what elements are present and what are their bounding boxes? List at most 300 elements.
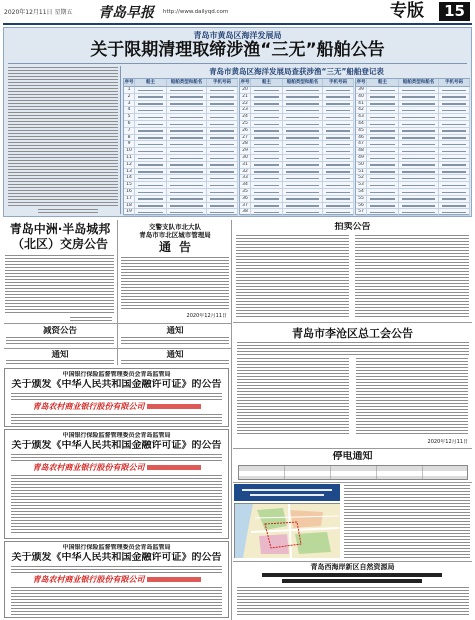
table-row-number: 30 xyxy=(240,155,251,162)
table-cell xyxy=(367,121,399,128)
table-row-number: 43 xyxy=(356,114,367,121)
table-cell xyxy=(283,169,323,176)
table-cell xyxy=(399,121,439,128)
table-cell xyxy=(367,101,399,108)
table-cell xyxy=(207,135,238,142)
table-cell xyxy=(367,148,399,155)
power-outage-table xyxy=(238,465,468,480)
table-row-number: 16 xyxy=(124,189,135,196)
column-divider xyxy=(117,220,118,365)
table-cell xyxy=(167,169,207,176)
table-cell xyxy=(323,162,354,169)
table-cell xyxy=(135,148,167,155)
table-row-number: 4 xyxy=(124,107,135,114)
table-cell xyxy=(399,135,439,142)
table-cell xyxy=(367,209,399,216)
table-cell xyxy=(167,209,207,216)
table-cell xyxy=(135,196,167,203)
table-cell xyxy=(251,114,283,121)
masthead-rule xyxy=(3,23,472,25)
table-cell xyxy=(439,135,470,142)
table-row-number: 40 xyxy=(356,94,367,101)
divider xyxy=(233,448,472,449)
vessel-table xyxy=(123,78,470,215)
table-header-cell: 手机号码 xyxy=(323,79,354,87)
notification-title: 通知 xyxy=(166,326,184,336)
table-row-number: 26 xyxy=(240,128,251,135)
notification-body xyxy=(121,337,229,346)
table-cell xyxy=(251,203,283,210)
auction-notice-body xyxy=(355,235,469,319)
vessel-table-group xyxy=(123,78,238,215)
table-cell xyxy=(167,182,207,189)
table-cell xyxy=(439,175,470,182)
table-cell xyxy=(207,189,238,196)
table-cell xyxy=(251,128,283,135)
table-cell xyxy=(207,162,238,169)
table-header-cell: 船主 xyxy=(251,79,283,87)
capital-reduction-notice-body xyxy=(6,337,114,346)
divider xyxy=(233,482,472,483)
table-header-cell: 船舶类型和船名 xyxy=(167,79,207,87)
table-cell xyxy=(399,162,439,169)
vessel-table-title: 青岛市黄岛区海洋发展局查获涉渔“三无”船舶登记表 xyxy=(209,67,384,76)
traffic-notice-body xyxy=(121,257,229,311)
table-row-number: 55 xyxy=(356,196,367,203)
table-cell xyxy=(167,107,207,114)
table-cell xyxy=(367,107,399,114)
table-row-number: 17 xyxy=(124,196,135,203)
table-cell xyxy=(323,209,354,216)
table-cell xyxy=(135,135,167,142)
traffic-notice-issuer: 交警支队市北大队 xyxy=(149,223,201,231)
table-header-cell: 序号 xyxy=(356,80,366,85)
table-row-number: 21 xyxy=(240,94,251,101)
table-cell xyxy=(323,128,354,135)
land-bureau-name: 青岛西海岸新区自然资源局 xyxy=(310,563,395,571)
table-cell xyxy=(283,121,323,128)
table-cell xyxy=(135,155,167,162)
notification-body xyxy=(121,360,229,365)
issue-date: 2020年12月11日 星期五 xyxy=(4,9,73,16)
table-cell xyxy=(367,196,399,203)
table-cell xyxy=(167,94,207,101)
power-outage-title: 停电通知 xyxy=(332,451,373,462)
table-cell xyxy=(439,141,470,148)
table-cell xyxy=(323,87,354,94)
table-cell xyxy=(367,135,399,142)
bank-notice-body xyxy=(11,475,222,535)
table-cell xyxy=(399,107,439,114)
table-cell xyxy=(367,141,399,148)
union-notice-title: 青岛市李沧区总工会公告 xyxy=(292,327,413,340)
table-cell xyxy=(207,128,238,135)
table-cell xyxy=(207,209,238,216)
table-cell xyxy=(283,203,323,210)
table-cell xyxy=(251,135,283,142)
table-row-number: 11 xyxy=(124,155,135,162)
table-header-cell: 船主 xyxy=(135,79,167,87)
table-row-number: 2 xyxy=(124,94,135,101)
table-cell xyxy=(323,101,354,108)
table-cell xyxy=(367,128,399,135)
table-cell xyxy=(323,182,354,189)
table-cell xyxy=(399,196,439,203)
table-cell xyxy=(439,189,470,196)
table-row-number: 54 xyxy=(356,189,367,196)
table-cell xyxy=(323,135,354,142)
table-row-number: 50 xyxy=(356,162,367,169)
bank-notice-body xyxy=(11,566,222,574)
branch-name-text xyxy=(147,465,201,470)
bank-name: 青岛农村商业银行股份有限公司 xyxy=(32,402,145,411)
table-row-number: 45 xyxy=(356,128,367,135)
bank-notice-title: 关于颁发《中华人民共和国金融许可证》的公告 xyxy=(11,379,222,390)
table-cell xyxy=(167,121,207,128)
table-cell xyxy=(399,87,439,94)
table-cell xyxy=(367,87,399,94)
table-cell xyxy=(439,121,470,128)
table-row-number: 25 xyxy=(240,121,251,128)
column-divider xyxy=(231,220,232,620)
bank-notice-body xyxy=(11,454,222,462)
table-cell xyxy=(167,148,207,155)
table-cell xyxy=(323,203,354,210)
table-header-cell: 序号 xyxy=(240,80,250,85)
table-row-number: 52 xyxy=(356,175,367,182)
table-cell xyxy=(251,175,283,182)
table-cell xyxy=(135,121,167,128)
table-cell xyxy=(439,107,470,114)
table-cell xyxy=(283,148,323,155)
column-divider xyxy=(120,66,121,214)
planning-banner xyxy=(234,484,340,501)
table-cell xyxy=(135,175,167,182)
table-cell xyxy=(439,128,470,135)
table-row-number: 51 xyxy=(356,169,367,176)
table-row-number: 28 xyxy=(240,141,251,148)
table-row-number: 8 xyxy=(124,135,135,142)
table-cell xyxy=(399,155,439,162)
regulator-name: 中国银行保险监督管理委员会青岛监管局 xyxy=(62,544,171,551)
table-cell xyxy=(367,189,399,196)
table-header-cell: 船主 xyxy=(367,79,399,87)
fishing-vessel-notice xyxy=(3,27,472,217)
bank-name: 青岛农村商业银行股份有限公司 xyxy=(32,463,145,472)
housing-notice-signature xyxy=(70,317,112,321)
bank-notice-body xyxy=(11,393,222,401)
table-cell xyxy=(135,169,167,176)
auction-notice-title: 拍卖公告 xyxy=(334,222,371,232)
table-cell xyxy=(251,209,283,216)
table-cell xyxy=(439,209,470,216)
table-header-cell: 序号 xyxy=(124,80,134,85)
table-cell xyxy=(399,128,439,135)
table-row-number: 10 xyxy=(124,148,135,155)
land-notice-title-line xyxy=(262,573,442,577)
housing-notice-body xyxy=(5,255,114,315)
table-cell xyxy=(207,182,238,189)
table-cell xyxy=(207,141,238,148)
table-row-number: 20 xyxy=(240,87,251,94)
table-row-number: 7 xyxy=(124,128,135,135)
table-row-number: 49 xyxy=(356,155,367,162)
bank-branch-name xyxy=(5,402,228,412)
table-row-number: 35 xyxy=(240,189,251,196)
page-number: 15 xyxy=(439,2,470,21)
table-cell xyxy=(399,209,439,216)
housing-notice-title: 青岛中洲·半岛城邦 xyxy=(9,222,111,236)
table-cell xyxy=(283,141,323,148)
table-cell xyxy=(167,87,207,94)
table-cell xyxy=(207,114,238,121)
table-row-number: 42 xyxy=(356,107,367,114)
table-cell xyxy=(323,155,354,162)
table-cell xyxy=(439,182,470,189)
table-cell xyxy=(439,114,470,121)
table-cell xyxy=(323,196,354,203)
table-cell xyxy=(283,94,323,101)
table-cell xyxy=(135,203,167,210)
table-cell xyxy=(439,94,470,101)
table-cell xyxy=(251,155,283,162)
table-cell xyxy=(439,155,470,162)
table-cell xyxy=(283,189,323,196)
table-cell xyxy=(399,114,439,121)
table-cell xyxy=(323,107,354,114)
table-cell xyxy=(135,182,167,189)
table-cell xyxy=(251,87,283,94)
table-cell xyxy=(439,87,470,94)
table-cell xyxy=(399,182,439,189)
table-row-number: 13 xyxy=(124,169,135,176)
bank-notice-body xyxy=(11,414,222,425)
table-cell xyxy=(367,182,399,189)
table-row-number: 15 xyxy=(124,182,135,189)
table-cell xyxy=(439,101,470,108)
table-cell xyxy=(323,114,354,121)
table-cell xyxy=(283,87,323,94)
table-cell xyxy=(167,203,207,210)
traffic-notice-co-issuer: 青岛市市北区城市管理局 xyxy=(139,231,211,239)
table-cell xyxy=(323,94,354,101)
table-cell xyxy=(283,114,323,121)
table-row-number: 5 xyxy=(124,114,135,121)
table-row-number: 53 xyxy=(356,182,367,189)
table-row-number: 37 xyxy=(240,203,251,210)
table-row-number: 56 xyxy=(356,203,367,210)
table-row-number: 32 xyxy=(240,169,251,176)
divider xyxy=(8,63,467,64)
table-cell xyxy=(167,114,207,121)
banner-text-line xyxy=(250,494,324,496)
notice-body-text xyxy=(8,67,118,207)
table-cell xyxy=(283,209,323,216)
divider xyxy=(233,561,472,562)
table-row-number: 18 xyxy=(124,203,135,210)
notification-title: 通知 xyxy=(51,350,69,360)
branch-name-text xyxy=(147,577,201,582)
notice-issuer: 青岛市黄岛区海洋发展局 xyxy=(193,31,282,40)
table-cell xyxy=(167,175,207,182)
branch-name-text xyxy=(147,404,201,409)
table-header-cell: 手机号码 xyxy=(439,79,470,87)
table-cell xyxy=(283,135,323,142)
table-row-number: 48 xyxy=(356,148,367,155)
table-cell xyxy=(207,155,238,162)
planning-map-image xyxy=(234,503,340,558)
table-cell xyxy=(167,189,207,196)
table-cell xyxy=(251,169,283,176)
table-header-cell: 船舶类型和船名 xyxy=(283,79,323,87)
traffic-notice-title: 通告 xyxy=(158,240,199,254)
table-cell xyxy=(323,121,354,128)
table-row-number: 9 xyxy=(124,141,135,148)
table-row-number: 6 xyxy=(124,121,135,128)
table-row-number: 34 xyxy=(240,182,251,189)
table-cell xyxy=(251,162,283,169)
table-cell xyxy=(399,141,439,148)
table-row-number: 44 xyxy=(356,121,367,128)
table-cell xyxy=(439,148,470,155)
table-cell xyxy=(439,162,470,169)
table-row-number: 22 xyxy=(240,101,251,108)
table-cell xyxy=(399,101,439,108)
table-cell xyxy=(399,169,439,176)
table-row-number: 46 xyxy=(356,135,367,142)
table-cell xyxy=(367,175,399,182)
table-row-number: 12 xyxy=(124,162,135,169)
table-row-number: 3 xyxy=(124,101,135,108)
table-row-number: 1 xyxy=(124,87,135,94)
table-cell xyxy=(323,189,354,196)
table-cell xyxy=(251,107,283,114)
table-cell xyxy=(283,175,323,182)
bank-name: 青岛农村商业银行股份有限公司 xyxy=(32,575,145,584)
table-cell xyxy=(323,169,354,176)
table-row-number: 47 xyxy=(356,141,367,148)
table-row-number: 23 xyxy=(240,107,251,114)
table-row-number: 27 xyxy=(240,135,251,142)
table-row-number: 38 xyxy=(240,209,251,216)
bank-branch-name xyxy=(5,463,228,473)
union-notice-list xyxy=(237,358,349,436)
table-row-number: 19 xyxy=(124,209,135,216)
table-cell xyxy=(367,162,399,169)
planning-notice-body xyxy=(344,485,470,558)
table-cell xyxy=(167,196,207,203)
capital-reduction-notice-title: 减资公告 xyxy=(42,326,77,336)
table-cell xyxy=(251,101,283,108)
table-cell xyxy=(439,169,470,176)
table-cell xyxy=(135,101,167,108)
table-cell xyxy=(323,175,354,182)
table-header-cell: 手机号码 xyxy=(207,79,238,87)
vessel-table-group xyxy=(355,78,470,215)
bank-notice-body xyxy=(11,587,222,615)
table-cell xyxy=(251,94,283,101)
union-notice-list xyxy=(356,358,468,436)
table-cell xyxy=(167,141,207,148)
table-row-number: 29 xyxy=(240,148,251,155)
table-row-number: 36 xyxy=(240,196,251,203)
auction-notice-body xyxy=(236,235,349,319)
banner-text-line xyxy=(242,489,332,491)
bank-branch-name xyxy=(5,575,228,585)
table-cell xyxy=(135,107,167,114)
table-cell xyxy=(283,182,323,189)
table-cell xyxy=(283,196,323,203)
housing-notice-subtitle: （北区）交房公告 xyxy=(11,237,108,251)
table-row-number: 14 xyxy=(124,175,135,182)
table-cell xyxy=(135,94,167,101)
table-cell xyxy=(207,175,238,182)
table-cell xyxy=(399,189,439,196)
vessel-table-group xyxy=(239,78,354,215)
table-cell xyxy=(207,94,238,101)
table-cell xyxy=(399,148,439,155)
table-cell xyxy=(167,101,207,108)
table-cell xyxy=(399,203,439,210)
table-cell xyxy=(283,107,323,114)
table-cell xyxy=(207,101,238,108)
land-notice-title-line xyxy=(282,579,422,583)
table-cell xyxy=(167,162,207,169)
notice-title: 关于限期清理取缔涉渔“三无”船舶公告 xyxy=(90,40,385,60)
table-cell xyxy=(323,148,354,155)
table-cell xyxy=(135,189,167,196)
table-cell xyxy=(207,121,238,128)
regulator-name: 中国银行保险监督管理委员会青岛监管局 xyxy=(62,432,171,439)
table-cell xyxy=(167,135,207,142)
table-cell xyxy=(135,209,167,216)
table-cell xyxy=(251,189,283,196)
table-header-cell: 船舶类型和船名 xyxy=(399,79,439,87)
table-cell xyxy=(367,114,399,121)
union-notice-date: 2020年12月11日 xyxy=(427,439,468,445)
table-cell xyxy=(251,182,283,189)
bank-notice-title: 关于颁发《中华人民共和国金融许可证》的公告 xyxy=(11,440,222,451)
table-row-number: 33 xyxy=(240,175,251,182)
table-cell xyxy=(135,162,167,169)
notice-signature xyxy=(38,209,98,214)
divider xyxy=(233,322,472,323)
bank-license-notice xyxy=(4,368,229,427)
bank-notice-title: 关于颁发《中华人民共和国金融许可证》的公告 xyxy=(11,552,222,563)
website-url[interactable]: http://www.dailyqd.com xyxy=(163,9,229,15)
table-cell xyxy=(399,94,439,101)
notification-title: 通知 xyxy=(166,350,184,360)
table-cell xyxy=(207,196,238,203)
table-row-number: 24 xyxy=(240,114,251,121)
table-cell xyxy=(135,87,167,94)
section-name: 专版 xyxy=(390,1,424,21)
table-row-number: 39 xyxy=(356,87,367,94)
planning-map-graphic xyxy=(235,504,340,558)
table-cell xyxy=(167,128,207,135)
table-cell xyxy=(399,175,439,182)
table-cell xyxy=(439,196,470,203)
table-row-number: 41 xyxy=(356,101,367,108)
table-cell xyxy=(207,203,238,210)
divider xyxy=(4,348,231,349)
table-cell xyxy=(367,203,399,210)
table-cell xyxy=(323,141,354,148)
traffic-notice-date: 2020年12月11日 xyxy=(186,313,227,319)
table-cell xyxy=(367,169,399,176)
table-cell xyxy=(251,121,283,128)
newspaper-logo: 青岛早报 xyxy=(98,5,154,21)
